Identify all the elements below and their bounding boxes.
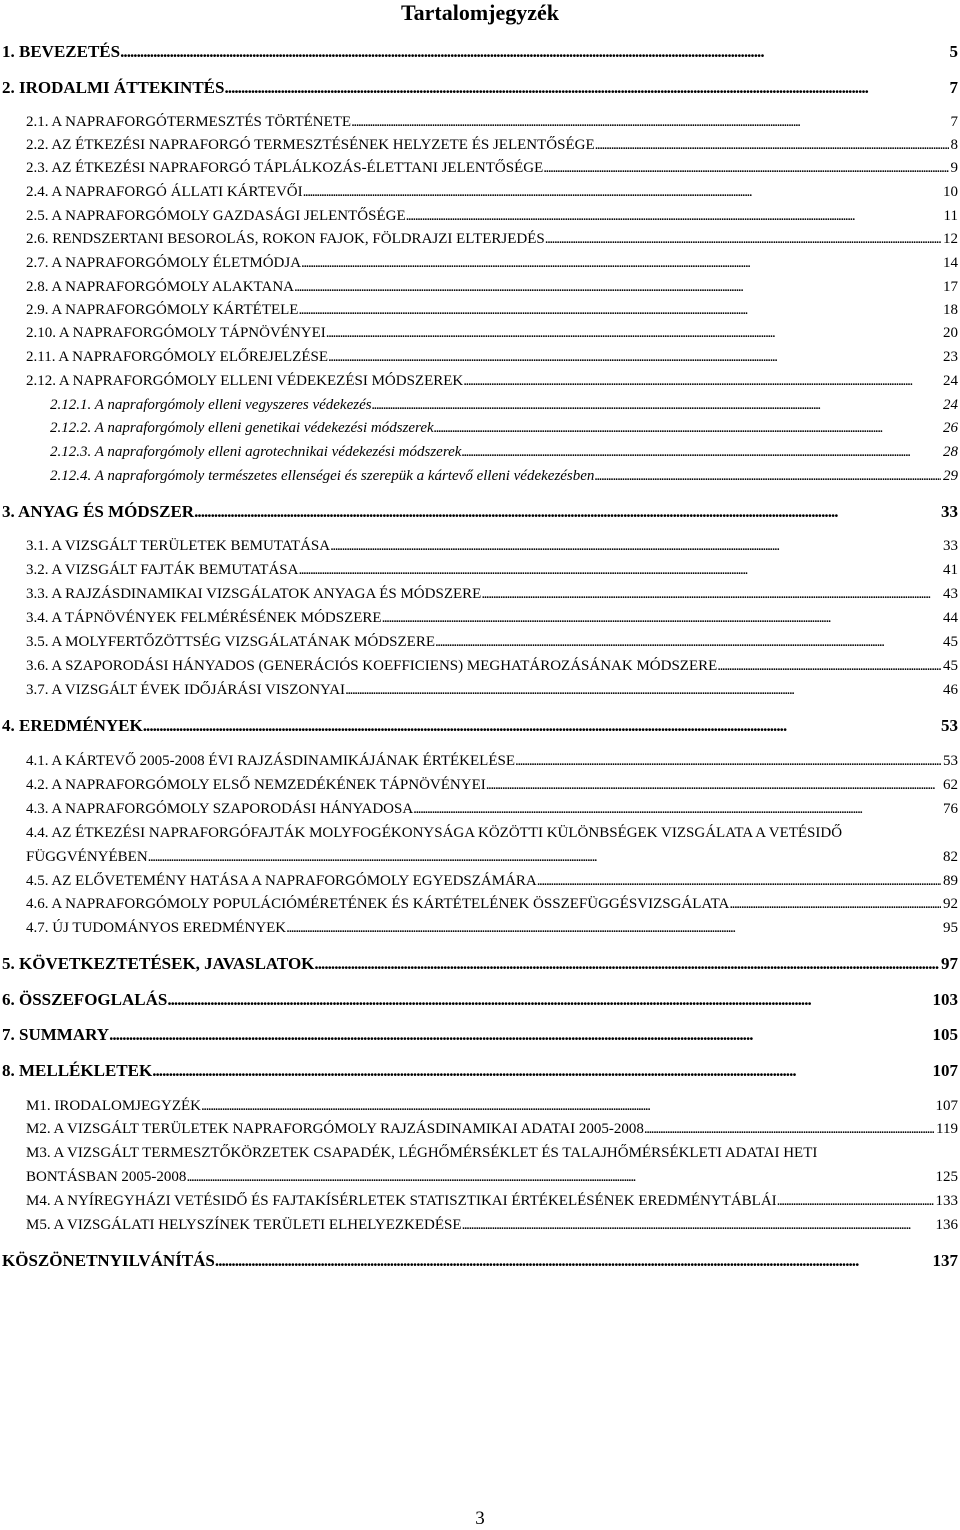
toc-entry-label: 2.12.3. A napraforgómoly elleni agrotechnikai védekezési módszerek	[50, 444, 462, 460]
toc-leader-dots	[286, 917, 941, 939]
toc-entry-page: 33	[943, 538, 958, 554]
toc-entry[interactable]	[26, 798, 958, 820]
toc-entry-label: 3.4. A TÁPNÖVÉNYEK FELMÉRÉSÉNEK MÓDSZERE	[26, 610, 382, 626]
toc-leader-dots	[194, 500, 939, 524]
toc-entry-page: 33	[941, 502, 958, 521]
toc-leader-dots	[314, 952, 939, 976]
toc-entry-page: 17	[943, 279, 958, 295]
toc-entry-page: 89	[943, 873, 958, 889]
toc-entry[interactable]	[26, 346, 958, 368]
toc-leader-dots	[729, 893, 941, 915]
toc-entry[interactable]	[50, 465, 958, 487]
toc-leader-dots	[167, 988, 930, 1012]
toc-entry-label: 2. IRODALMI ÁTTEKINTÉS	[2, 78, 225, 97]
toc-entry[interactable]	[26, 774, 958, 796]
toc-entry-label: 3.5. A MOLYFERTŐZÖTTSÉG VIZSGÁLATÁNAK MÓDSZERE	[26, 634, 435, 650]
toc-leader-dots	[328, 346, 941, 368]
toc-entry-page: 82	[943, 849, 958, 865]
toc-leader-dots	[298, 559, 941, 581]
toc-entry[interactable]	[2, 988, 958, 1012]
toc-entry-label: 3.7. A VIZSGÁLT ÉVEK IDŐJÁRÁSI VISZONYAI	[26, 682, 346, 698]
toc-entry[interactable]	[2, 714, 958, 738]
toc-entry[interactable]	[2, 1059, 958, 1083]
toc-leader-dots	[301, 252, 941, 274]
toc-entry-label: 2.6. RENDSZERTANI BESOROLÁS, ROKON FAJOK, FÖLDRAJZI ELTERJEDÉS	[26, 231, 545, 247]
toc-entry-page: 46	[943, 682, 958, 698]
toc-entry-page: 23	[943, 349, 958, 365]
toc-entry[interactable]	[26, 1118, 958, 1140]
toc-entry[interactable]	[26, 1214, 958, 1236]
toc-leader-dots	[462, 1214, 934, 1236]
toc-entry-label: 3.6. A SZAPORODÁSI HÁNYADOS (GENERÁCIÓS KOEFFICIENS) MEGHATÁROZÁSÁNAK MÓDSZERE	[26, 658, 718, 674]
toc-entry[interactable]	[26, 228, 958, 250]
toc-entry[interactable]	[26, 111, 958, 133]
toc-entry-label: 2.1. A NAPRAFORGÓTERMESZTÉS TÖRTÉNETE	[26, 114, 352, 130]
toc-entry-page: 26	[943, 420, 958, 436]
toc-leader-dots	[434, 417, 941, 439]
toc-leader-dots	[435, 631, 941, 653]
toc-leader-dots	[545, 228, 941, 250]
toc-entry-page: 12	[943, 231, 958, 247]
toc-entry-page: 7	[950, 114, 958, 130]
toc-entry[interactable]	[26, 846, 958, 868]
toc-leader-dots	[186, 1166, 933, 1188]
toc-entry-label: 1. BEVEZETÉS	[2, 42, 121, 61]
toc-entry[interactable]	[26, 1095, 958, 1117]
toc-entry[interactable]	[26, 631, 958, 653]
toc-entry[interactable]	[26, 1190, 958, 1212]
toc-entry-page: 76	[943, 801, 958, 817]
toc-entry[interactable]	[26, 181, 958, 203]
toc-entry-label: 5. KÖVETKEZTETÉSEK, JAVASLATOK	[2, 954, 315, 973]
toc-leader-dots	[143, 714, 939, 738]
toc-entry-page: 9	[950, 160, 958, 176]
toc-entry[interactable]	[26, 299, 958, 321]
toc-leader-dots	[486, 774, 941, 796]
toc-entry[interactable]	[26, 607, 958, 629]
toc-leader-dots	[463, 370, 941, 392]
toc-entry-label: M2. A VIZSGÁLT TERÜLETEK NAPRAFORGÓMOLY RAJZÁSDINAMIKAI ADATAI 2005-2008	[26, 1121, 644, 1137]
toc-entry[interactable]	[26, 157, 958, 179]
toc-entry-label: 2.9. A NAPRAFORGÓMOLY KÁRTÉTELE	[26, 302, 299, 318]
toc-entry-label: 4.6. A NAPRAFORGÓMOLY POPULÁCIÓMÉRETÉNEK ÉS KÁRTÉTELÉNEK ÖSSZEFÜGGÉSVIZSGÁLATA	[26, 896, 730, 912]
page-number: 3	[475, 1508, 485, 1529]
toc-entry-page: 107	[935, 1098, 958, 1114]
toc-entry-page: 10	[943, 184, 958, 200]
toc-entry[interactable]	[26, 917, 958, 939]
toc-entry[interactable]	[26, 252, 958, 274]
toc-leader-dots	[406, 205, 942, 227]
toc-entry-page: 137	[932, 1251, 958, 1270]
toc-leader-dots	[481, 583, 941, 605]
toc-entry-label: 3.2. A VIZSGÁLT FAJTÁK BEMUTATÁSA	[26, 562, 299, 578]
toc-entry-label: M4. A NYÍREGYHÁZI VETÉSIDŐ ÉS FAJTAKÍSÉRLETEK STATISZTIKAI ÉRTÉKELÉSÉNEK EREDMÉNYTÁBLÁI	[26, 1193, 777, 1209]
toc-leader-dots	[303, 181, 941, 203]
page-title: Tartalomjegyzék	[400, 0, 560, 25]
toc-entry-label-line1: 4.4. AZ ÉTKEZÉSI NAPRAFORGÓFAJTÁK MOLYFOGÉKONYSÁGA KÖZÖTTI KÜLÖNBSÉGEK VIZSGÁLATA A VETÉSIDŐ	[26, 825, 843, 841]
toc-leader-dots	[148, 846, 941, 868]
toc-leader-dots	[345, 679, 941, 701]
toc-entry-page: 24	[943, 397, 958, 413]
toc-entry-page: 18	[943, 302, 958, 318]
toc-leader-dots	[461, 441, 941, 463]
toc-entry-page: 136	[935, 1217, 958, 1233]
toc-leader-dots	[372, 394, 941, 416]
toc-entry-label: 4. EREDMÉNYEK	[2, 716, 143, 735]
toc-leader-dots	[120, 40, 947, 64]
toc-entry-label: 2.11. A NAPRAFORGÓMOLY ELŐREJELZÉSE	[26, 349, 328, 365]
toc-entry-label: 2.12. A NAPRAFORGÓMOLY ELLENI VÉDEKEZÉSI MÓDSZEREK	[26, 373, 464, 389]
toc-leader-dots	[777, 1190, 934, 1212]
toc-entry[interactable]	[2, 500, 958, 524]
toc-entry[interactable]	[26, 679, 958, 701]
toc-leader-dots	[543, 157, 948, 179]
toc-leader-dots	[594, 465, 941, 487]
toc-leader-dots	[515, 750, 941, 772]
toc-entry[interactable]	[26, 322, 958, 344]
toc-entry[interactable]	[26, 1166, 958, 1188]
toc-entry-label: 2.5. A NAPRAFORGÓMOLY GAZDASÁGI JELENTŐSÉGE	[26, 208, 406, 224]
toc-entry[interactable]	[2, 952, 958, 976]
toc-entry[interactable]	[50, 441, 958, 463]
toc-entry-page: 125	[935, 1169, 958, 1185]
toc-entry[interactable]	[50, 394, 958, 416]
toc-entry[interactable]	[2, 40, 958, 64]
toc-entry-page: 11	[943, 208, 958, 224]
toc-entry[interactable]	[26, 655, 958, 677]
toc-entry[interactable]	[26, 559, 958, 581]
toc-entry-page: 53	[943, 753, 958, 769]
toc-entry-page: 105	[932, 1025, 958, 1044]
toc-entry-label: 2.3. AZ ÉTKEZÉSI NAPRAFORGÓ TÁPLÁLKOZÁS-ÉLETTANI JELENTŐSÉGE	[26, 160, 544, 176]
toc-leader-dots	[294, 276, 941, 298]
toc-entry-label: 2.12.2. A napraforgómoly elleni genetikai védekezési módszerek	[50, 420, 434, 436]
toc-entry[interactable]	[50, 417, 958, 439]
toc-entry-page: 103	[932, 990, 958, 1009]
toc-leader-dots	[109, 1023, 930, 1047]
toc-entry-label: 8. MELLÉKLETEK	[2, 1061, 153, 1080]
toc-entry[interactable]	[26, 893, 958, 915]
toc-leader-dots	[201, 1095, 934, 1117]
toc-leader-dots	[298, 299, 941, 321]
toc-entry-page: 44	[943, 610, 958, 626]
toc-entry-label: 4.1. A KÁRTEVŐ 2005-2008 ÉVI RAJZÁSDINAMIKÁJÁNAK ÉRTÉKELÉSE	[26, 753, 516, 769]
toc-leader-dots	[382, 607, 941, 629]
toc-entry[interactable]	[26, 750, 958, 772]
toc-entry[interactable]	[26, 870, 958, 892]
toc-leader-dots	[326, 322, 941, 344]
toc-entry-label-line1: M3. A VIZSGÁLT TERMESZTŐKÖRZETEK CSAPADÉK, LÉGHŐMÉRSÉKLET ÉS TALAJHŐMÉRSÉKLETI ADATAI HETI	[26, 1145, 818, 1161]
toc-entry-page: 95	[943, 920, 958, 936]
toc-entry[interactable]	[26, 535, 958, 557]
toc-leader-dots	[152, 1059, 930, 1083]
toc-entry-page: 20	[943, 325, 958, 341]
toc-leader-dots	[595, 134, 949, 156]
toc-leader-dots	[717, 655, 941, 677]
toc-entry-page: 62	[943, 777, 958, 793]
toc-entry-page: 29	[943, 468, 958, 484]
toc-entry[interactable]	[2, 1023, 958, 1047]
toc-entry-label: 2.10. A NAPRAFORGÓMOLY TÁPNÖVÉNYEI	[26, 325, 326, 341]
toc-leader-dots	[330, 535, 941, 557]
toc-entry-page: 119	[936, 1121, 958, 1137]
toc-entry-page: 45	[943, 634, 958, 650]
toc-entry-label: 2.12.4. A napraforgómoly természetes ellenségei és szerepük a kártevő elleni védekezésben	[50, 468, 595, 484]
toc-leader-dots	[537, 870, 941, 892]
toc-entry-page: 53	[941, 716, 958, 735]
toc-entry-label: M5. A VIZSGÁLATI HELYSZÍNEK TERÜLETI ELHELYEZKEDÉSE	[26, 1217, 462, 1233]
toc-entry-label: 4.2. A NAPRAFORGÓMOLY ELSŐ NEMZEDÉKÉNEK TÁPNÖVÉNYEI	[26, 777, 486, 793]
toc-entry-label: 6. ÖSSZEFOGLALÁS	[2, 990, 168, 1009]
toc-entry[interactable]	[26, 370, 958, 392]
toc-entry-page: 8	[950, 137, 958, 153]
toc-entry-page: 45	[943, 658, 958, 674]
toc-entry-label: 3. ANYAG ÉS MÓDSZER	[2, 502, 195, 521]
toc-entry-label: 7. SUMMARY	[2, 1025, 110, 1044]
toc-entry-page: 28	[943, 444, 958, 460]
toc-leader-dots	[224, 76, 947, 100]
toc-entry-page: 5	[949, 42, 958, 61]
toc-leader-dots	[351, 111, 948, 133]
toc-entry-page: 14	[943, 255, 958, 271]
toc-entry-label: 3.1. A VIZSGÁLT TERÜLETEK BEMUTATÁSA	[26, 538, 331, 554]
toc-leader-dots	[413, 798, 941, 820]
toc-entry-label: BONTÁSBAN 2005-2008	[26, 1169, 187, 1185]
toc-entry-label: 2.7. A NAPRAFORGÓMOLY ÉLETMÓDJA	[26, 255, 302, 271]
toc-entry[interactable]	[26, 583, 958, 605]
toc-entry[interactable]	[2, 76, 958, 100]
toc-leader-dots	[215, 1249, 931, 1273]
toc-entry-label: 4.7. ÚJ TUDOMÁNYOS EREDMÉNYEK	[26, 920, 287, 936]
toc-entry-page: 107	[932, 1061, 958, 1080]
toc-entry-page: 133	[935, 1193, 958, 1209]
toc-entry-label: FÜGGVÉNYÉBEN	[26, 849, 148, 865]
toc-entry-page: 41	[943, 562, 958, 578]
toc-entry-label: KÖSZÖNETNYILVÁNÍTÁS	[2, 1251, 215, 1270]
toc-entry-page: 7	[949, 78, 958, 97]
toc-entry-label: 4.5. AZ ELŐVETEMÉNY HATÁSA A NAPRAFORGÓMOLY EGYEDSZÁMÁRA	[26, 873, 537, 889]
toc-entry[interactable]	[26, 205, 958, 227]
toc-entry[interactable]	[26, 276, 958, 298]
toc-entry-page: 24	[943, 373, 958, 389]
toc-entry-label: 2.8. A NAPRAFORGÓMOLY ALAKTANA	[26, 279, 295, 295]
toc-entry-label: 2.4. A NAPRAFORGÓ ÁLLATI KÁRTEVŐI	[26, 184, 303, 200]
toc-entry-page: 97	[941, 954, 958, 973]
toc-entry[interactable]	[26, 134, 958, 156]
toc-entry-label: 3.3. A RAJZÁSDINAMIKAI VIZSGÁLATOK ANYAGA ÉS MÓDSZERE	[26, 586, 482, 602]
toc-entry-label: 2.12.1. A napraforgómoly elleni vegyszeres védekezés	[50, 397, 372, 413]
toc-entry-page: 43	[943, 586, 958, 602]
toc-leader-dots	[644, 1118, 934, 1140]
toc-entry-label: M1. IRODALOMJEGYZÉK	[26, 1098, 201, 1114]
toc-entry-page: 92	[943, 896, 958, 912]
toc-entry-label: 2.2. AZ ÉTKEZÉSI NAPRAFORGÓ TERMESZTÉSÉNEK HELYZETE ÉS JELENTŐSÉGE	[26, 137, 595, 153]
toc-entry[interactable]	[2, 1249, 958, 1273]
toc-entry-label: 4.3. A NAPRAFORGÓMOLY SZAPORODÁSI HÁNYADOSA	[26, 801, 414, 817]
